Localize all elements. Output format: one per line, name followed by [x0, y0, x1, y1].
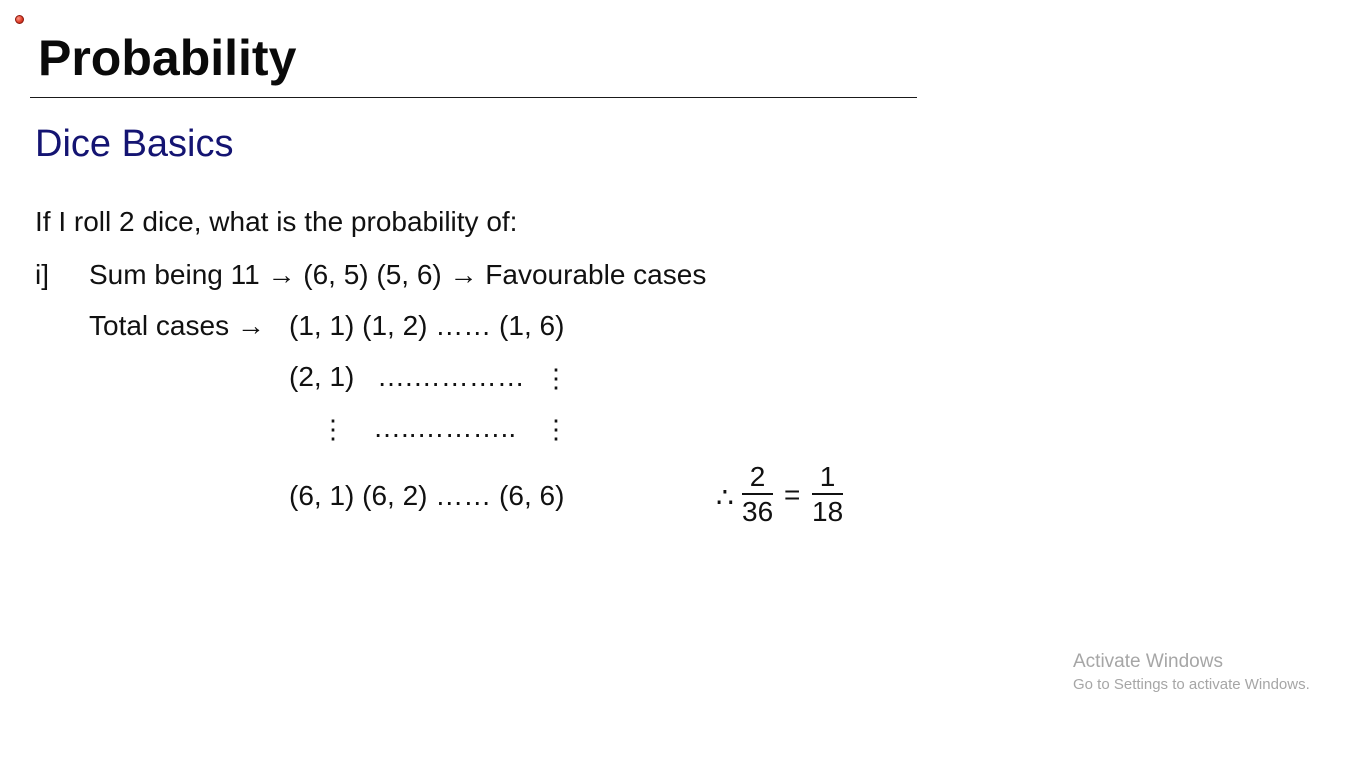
item-text: Sum being 11 → (6, 5) (5, 6) → Favourable cases	[89, 259, 707, 290]
equals-sign: =	[784, 479, 801, 510]
question-text: If I roll 2 dice, what is the probability of:	[35, 206, 518, 237]
watermark-title: Activate Windows	[1073, 651, 1223, 672]
item-marker: i]	[35, 259, 49, 290]
fraction-1-denominator: 36	[742, 496, 774, 527]
outcomes-row-3-dots: …..………..	[373, 412, 517, 443]
outcomes-row-2-dots: ….…………	[377, 361, 525, 392]
activate-windows-watermark	[1073, 651, 1310, 697]
outcomes-row-2-start: (2, 1)	[289, 361, 355, 392]
watermark-subtitle: Go to Settings to activate Windows.	[1073, 676, 1310, 693]
fraction-2-denominator: 18	[812, 496, 844, 527]
vertical-ellipsis-right-1: ⋮	[543, 363, 569, 393]
vertical-ellipsis-right-2: ⋮	[543, 414, 569, 444]
fraction-2-bar	[812, 493, 843, 495]
slide-title: Probability	[38, 30, 297, 86]
recording-indicator-icon	[15, 15, 24, 24]
fraction-two-thirtysix	[742, 462, 773, 527]
vertical-ellipsis-left: ⋮	[320, 414, 346, 444]
therefore-symbol: ∴	[716, 482, 734, 513]
fraction-1-numerator: 2	[749, 461, 766, 492]
slide-subtitle: Dice Basics	[35, 123, 234, 165]
outcomes-row-last: (6, 1) (6, 2) …… (6, 6)	[289, 480, 565, 511]
fraction-one-eighteen	[812, 462, 843, 527]
total-cases-label: Total cases →	[89, 310, 265, 341]
outcomes-row-1: (1, 1) (1, 2) …… (1, 6)	[289, 310, 565, 341]
fraction-1-bar	[742, 493, 773, 495]
title-divider	[30, 97, 917, 98]
fraction-2-numerator: 1	[819, 461, 836, 492]
